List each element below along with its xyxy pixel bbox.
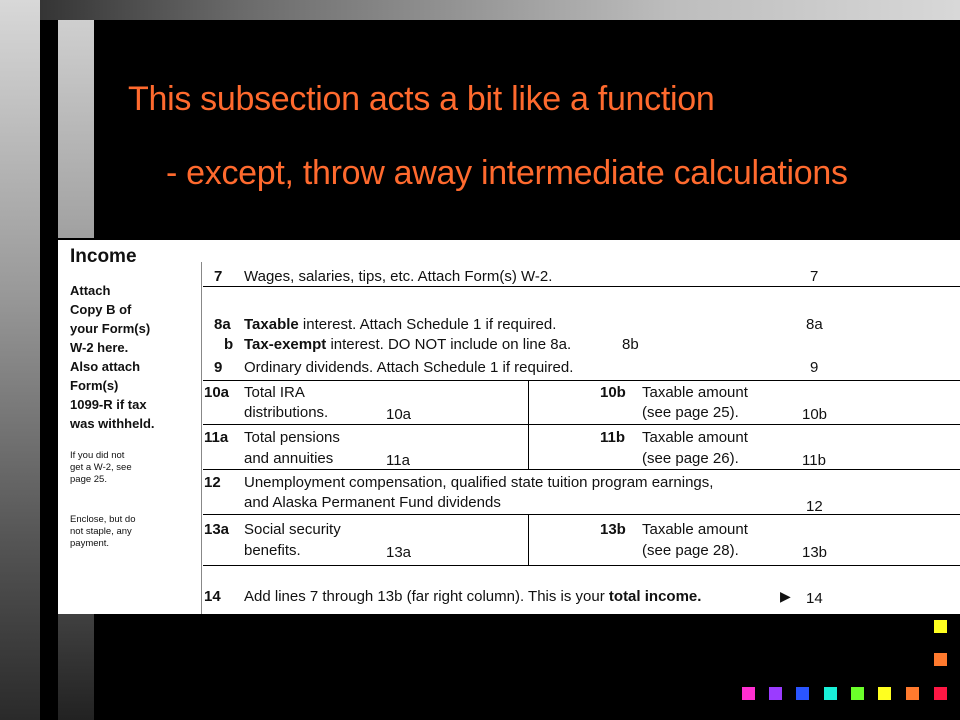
line-box-label: 8b — [622, 336, 639, 353]
form-rule — [203, 565, 960, 566]
line-box-label: 11b — [802, 452, 826, 469]
line-label: Add lines 7 through 13b (far right column). This is your — [244, 588, 605, 605]
slide-subtitle: - except, throw away intermediate calculations — [166, 154, 848, 192]
line-number: 13b — [600, 521, 626, 538]
sidebar-line: Attach — [70, 283, 111, 298]
line-box-label: 7 — [810, 268, 819, 285]
form-rule — [203, 469, 960, 470]
decor-square — [769, 687, 782, 700]
line-number: 10a — [204, 384, 230, 401]
line-label: Wages, salaries, tips, etc. Attach Form(s) W-2. — [244, 268, 553, 285]
sidebar-line: your Form(s) — [70, 321, 151, 336]
line-label: interest. Attach Schedule 1 if required. — [302, 316, 557, 333]
line-box-label: 10b — [802, 406, 828, 423]
slide-title: This subsection acts a bit like a function — [128, 80, 715, 118]
form-rule — [203, 424, 960, 425]
arrow-right-icon: ▶ — [780, 588, 791, 604]
sidebar-note: page 25. — [70, 474, 107, 485]
form-column-divider — [528, 380, 529, 469]
form-sidebar-divider — [201, 262, 202, 614]
line-label: (see page 28). — [642, 542, 739, 559]
line-number: b — [224, 336, 234, 353]
decor-square-top — [934, 620, 947, 633]
line-label: Ordinary dividends. Attach Schedule 1 if required. — [244, 359, 574, 376]
line-box-label: 14 — [806, 590, 823, 607]
line-number: 12 — [204, 474, 221, 491]
form-column-divider — [528, 514, 529, 565]
line-label: Social security — [244, 521, 341, 538]
line-label: interest. DO NOT include on line 8a. — [330, 336, 572, 353]
line-label-bold: Taxable — [244, 316, 299, 333]
line-box-label: 9 — [810, 359, 819, 376]
sidebar-line: Also attach — [70, 359, 141, 374]
decor-square — [851, 687, 864, 700]
line-box-label: 13a — [386, 544, 412, 561]
tax-form-excerpt — [58, 238, 960, 614]
line-label: Total pensions — [244, 429, 340, 446]
decor-square — [934, 687, 947, 700]
line-label-bold: total income. — [608, 588, 702, 605]
line-number: 13a — [204, 521, 230, 538]
form-rule — [203, 380, 960, 381]
sidebar-note: payment. — [70, 538, 110, 549]
top-gradient-bar — [0, 0, 960, 20]
left-gradient-bar — [0, 0, 40, 720]
sidebar-note: get a W-2, see — [70, 462, 132, 473]
sidebar-line: was withheld. — [70, 416, 155, 431]
decor-square — [878, 687, 891, 700]
line-number: 9 — [214, 359, 223, 376]
line-number: 7 — [214, 268, 223, 285]
decor-square-mid — [934, 653, 947, 666]
line-box-label: 11a — [386, 452, 410, 469]
line-number: 8a — [214, 316, 231, 333]
line-label: and Alaska Permanent Fund dividends — [244, 494, 501, 511]
decor-square — [824, 687, 837, 700]
line-box-label: 8a — [806, 316, 823, 333]
line-label: Taxable amount — [642, 429, 748, 446]
line-label: benefits. — [244, 542, 301, 559]
sidebar-note: If you did not — [70, 450, 125, 461]
decor-square — [906, 687, 919, 700]
sidebar-note: Enclose, but do — [70, 514, 136, 525]
form-top-rule — [58, 238, 960, 240]
income-heading: Income — [70, 246, 137, 267]
line-label: Total IRA — [244, 384, 305, 401]
line-label: (see page 26). — [642, 450, 739, 467]
form-rule — [203, 514, 960, 515]
line-label: Unemployment compensation, qualified state tuition program earnings, — [244, 474, 714, 491]
sidebar-line: W-2 here. — [70, 340, 129, 355]
line-box-label: 12 — [806, 498, 823, 515]
line-box-label: 13b — [802, 544, 828, 561]
line-number: 10b — [600, 384, 626, 401]
line-label: Taxable amount — [642, 384, 748, 401]
line-number: 11a — [204, 429, 229, 446]
sidebar-line: Copy B of — [70, 302, 132, 317]
line-number: 11b — [600, 429, 626, 446]
line-label: distributions. — [244, 404, 329, 421]
line-label: (see page 25). — [642, 404, 739, 421]
line-box-label: 10a — [386, 406, 412, 423]
form-rule — [203, 286, 960, 287]
line-number: 14 — [204, 588, 221, 605]
line-label: and annuities — [244, 450, 334, 467]
decor-square — [742, 687, 755, 700]
line-label-bold: Tax-exempt — [244, 336, 327, 353]
sidebar-line: Form(s) — [70, 378, 119, 393]
sidebar-line: 1099-R if tax — [70, 397, 147, 412]
decor-square — [796, 687, 809, 700]
line-label: Taxable amount — [642, 521, 748, 538]
sidebar-note: not staple, any — [70, 526, 132, 537]
